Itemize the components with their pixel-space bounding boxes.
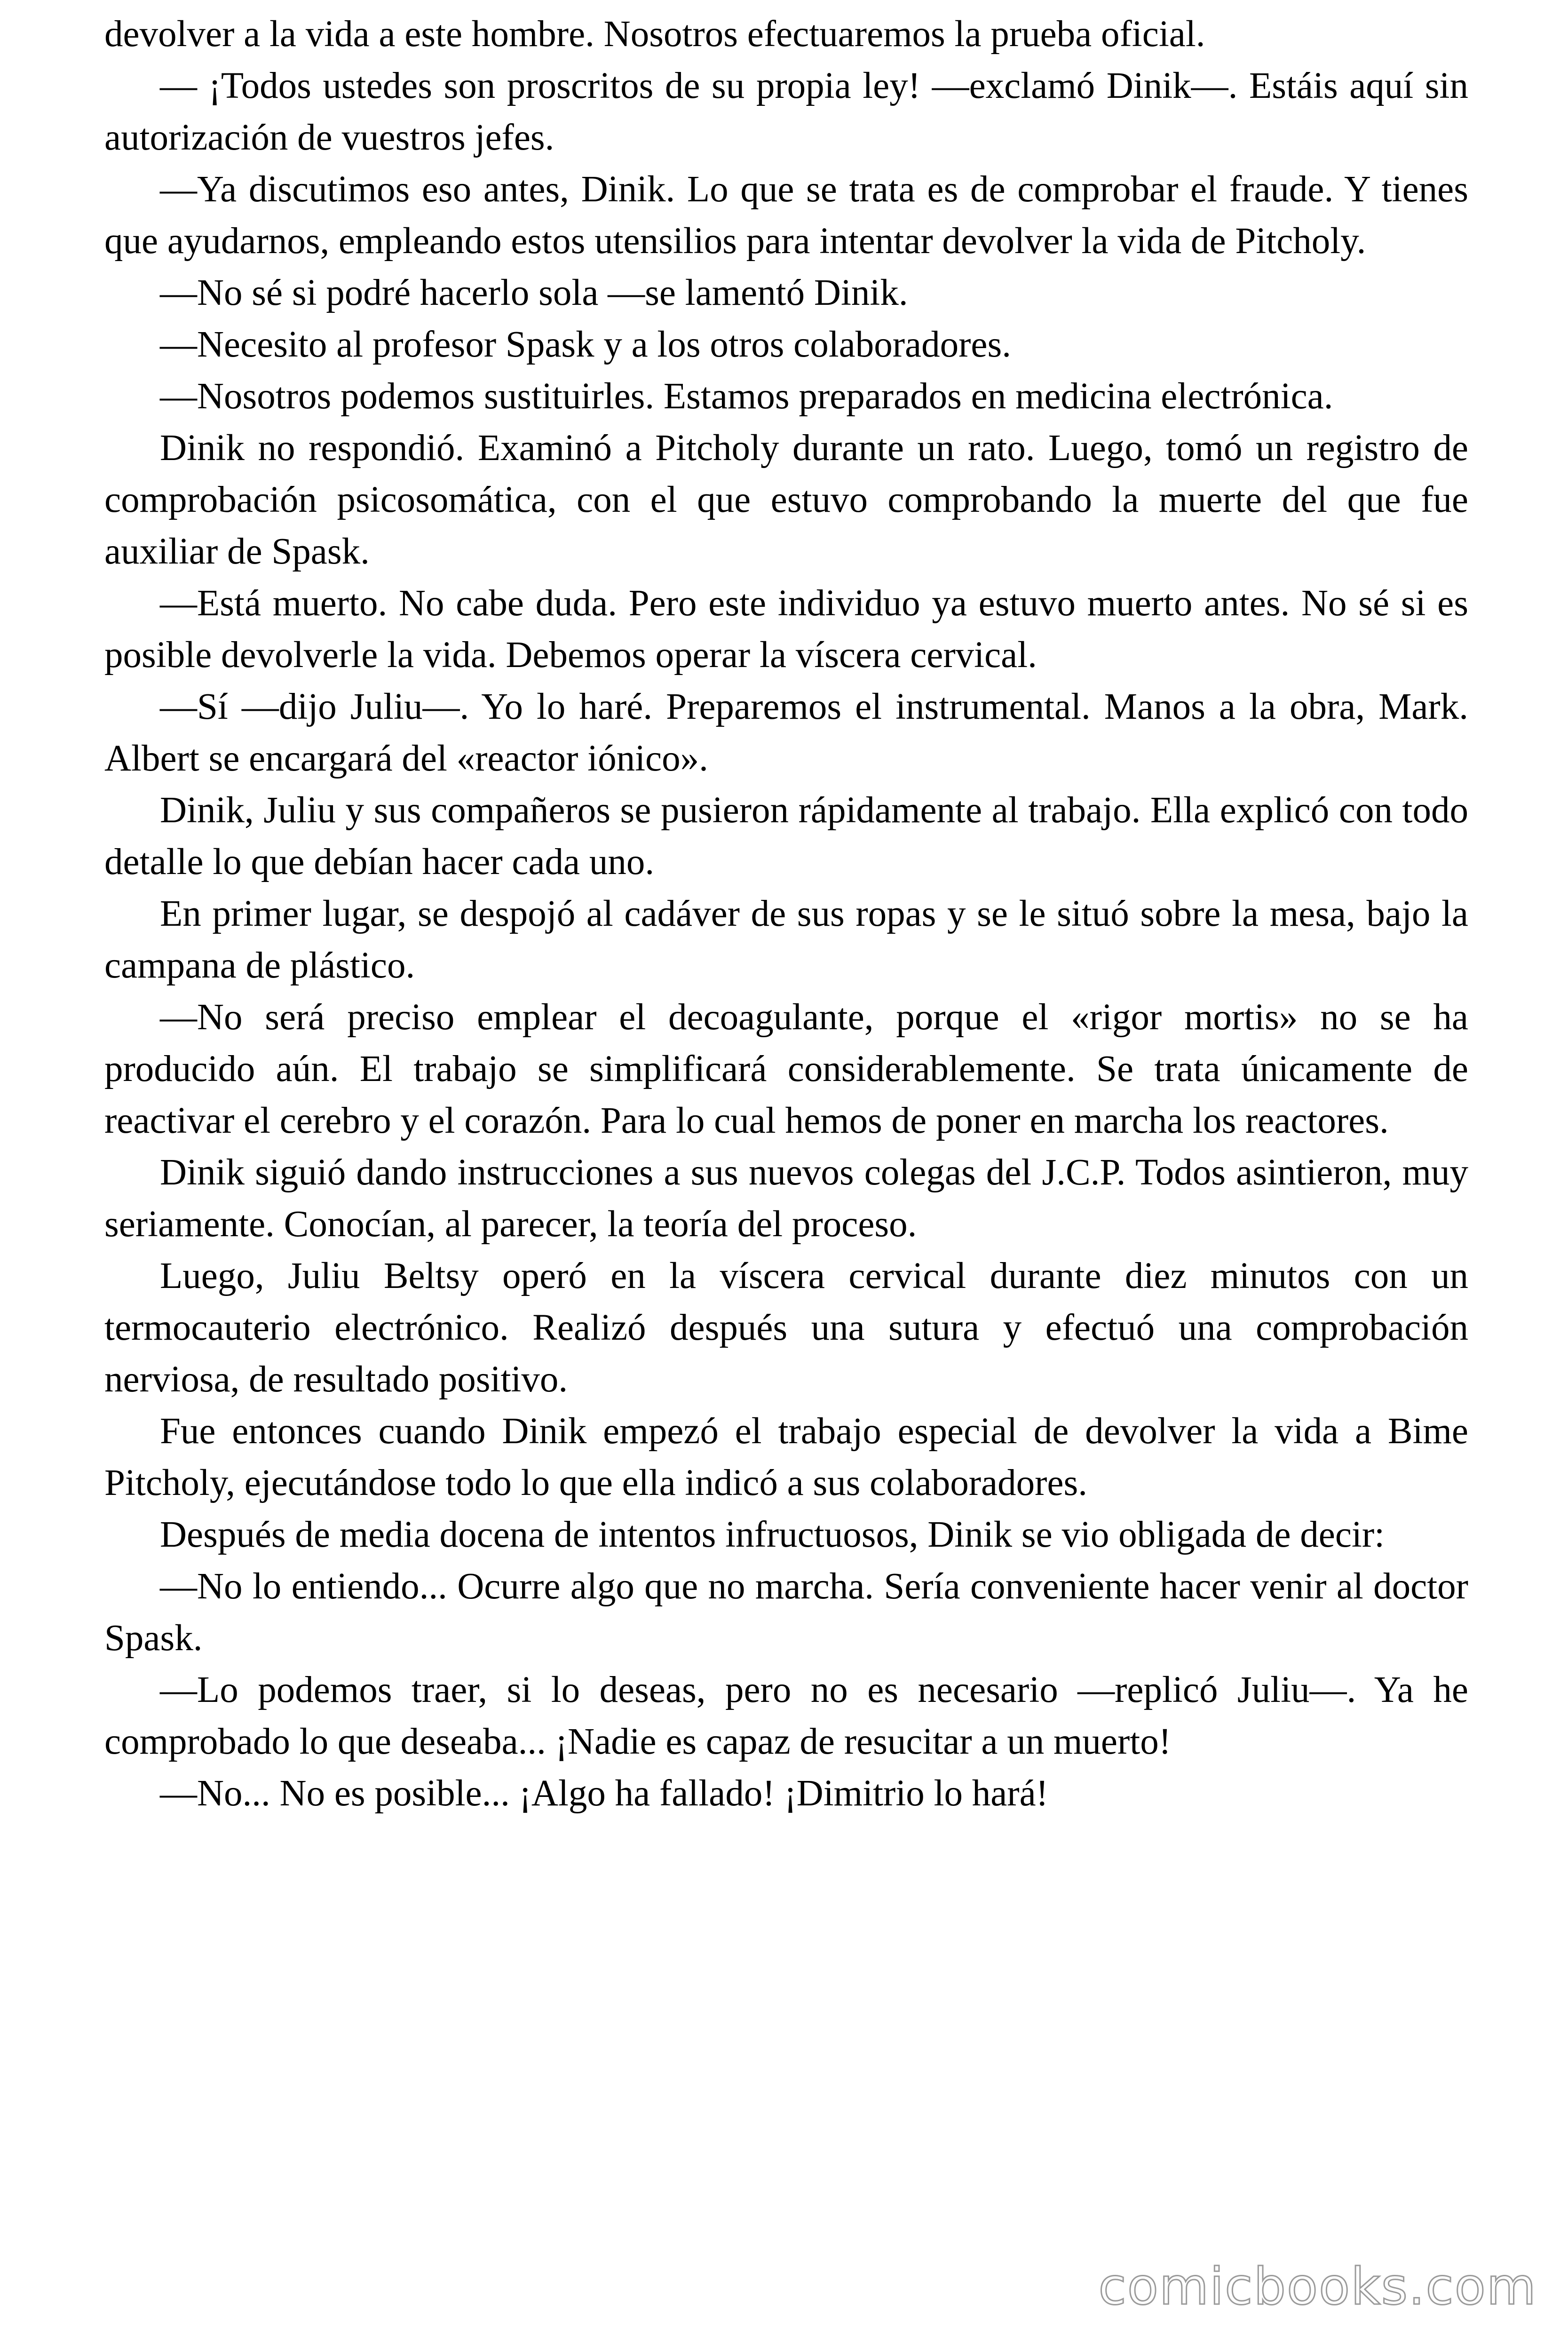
paragraph: —Está muerto. No cabe duda. Pero este individuo ya estuvo muerto antes. No sé si es posible devolverle la vida. Debemos operar la víscera cervical.: [104, 583, 1468, 675]
paragraph: — ¡Todos ustedes son proscritos de su propia ley! —exclamó Dinik—. Estáis aquí sin autorización de vuestros jefes.: [104, 65, 1468, 158]
paragraph: Después de media docena de intentos infructuosos, Dinik se vio obligada de decir:: [160, 1514, 1385, 1555]
paragraph: Fue entonces cuando Dinik empezó el trabajo especial de devolver la vida a Bime Pitcholy, ejecutándose todo lo que ella indicó a sus colaboradores.: [104, 1411, 1468, 1503]
paragraph: —No... No es posible... ¡Algo ha fallado! ¡Dimitrio lo hará!: [160, 1773, 1048, 1814]
paragraph: Dinik, Juliu y sus compañeros se pusieron rápidamente al trabajo. Ella explicó con todo detalle lo que debían hacer cada uno.: [104, 790, 1468, 882]
paragraph: En primer lugar, se despojó al cadáver de sus ropas y se le situó sobre la mesa, bajo la campana de plástico.: [104, 893, 1468, 986]
paragraph: Dinik no respondió. Examinó a Pitcholy durante un rato. Luego, tomó un registro de comprobación psicosomática, con el que estuvo comprobando la muerte del que fue auxiliar de Spask.: [104, 428, 1468, 572]
watermark: comicbooks.com: [1098, 2257, 1537, 2316]
paragraph: —Nosotros podemos sustituirles. Estamos preparados en medicina electrónica.: [160, 376, 1333, 417]
paragraph: —Ya discutimos eso antes, Dinik. Lo que se trata es de comprobar el fraude. Y tienes que ayudarnos, empleando estos utensilios para intentar devolver la vida de Pitcholy.: [104, 169, 1468, 262]
paragraph: Luego, Juliu Beltsy operó en la víscera cervical durante diez minutos con un termocauterio electrónico. Realizó después una sutura y efectuó una comprobación nerviosa, de resultado positivo.: [104, 1255, 1468, 1400]
paragraph: —No será preciso emplear el decoagulante, porque el «rigor mortis» no se ha producido aún. El trabajo se simplificará considerablemente. Se trata únicamente de reactivar el cerebro y el corazón. Para lo cual hemos de poner en marcha los reactores.: [104, 997, 1468, 1141]
paragraph: Dinik siguió dando instrucciones a sus nuevos colegas del J.C.P. Todos asintieron, muy seriamente. Conocían, al parecer, la teoría del proceso.: [104, 1152, 1468, 1245]
document-body: [104, 8, 1468, 1820]
paragraph: —No lo entiendo... Ocurre algo que no marcha. Sería conveniente hacer venir al doctor Spask.: [104, 1566, 1468, 1659]
paragraph: —Sí —dijo Juliu—. Yo lo haré. Preparemos el instrumental. Manos a la obra, Mark. Albert se encargará del «reactor iónico».: [104, 686, 1468, 779]
paragraph: —Necesito al profesor Spask y a los otros colaboradores.: [160, 324, 1011, 365]
paragraph: —No sé si podré hacerlo sola —se lamentó Dinik.: [160, 272, 908, 313]
paragraph: devolver a la vida a este hombre. Nosotros efectuaremos la prueba oficial.: [104, 14, 1205, 55]
paragraph: —Lo podemos traer, si lo deseas, pero no es necesario —replicó Juliu—. Ya he comprobado lo que deseaba... ¡Nadie es capaz de resucitar a un muerto!: [104, 1669, 1468, 1762]
